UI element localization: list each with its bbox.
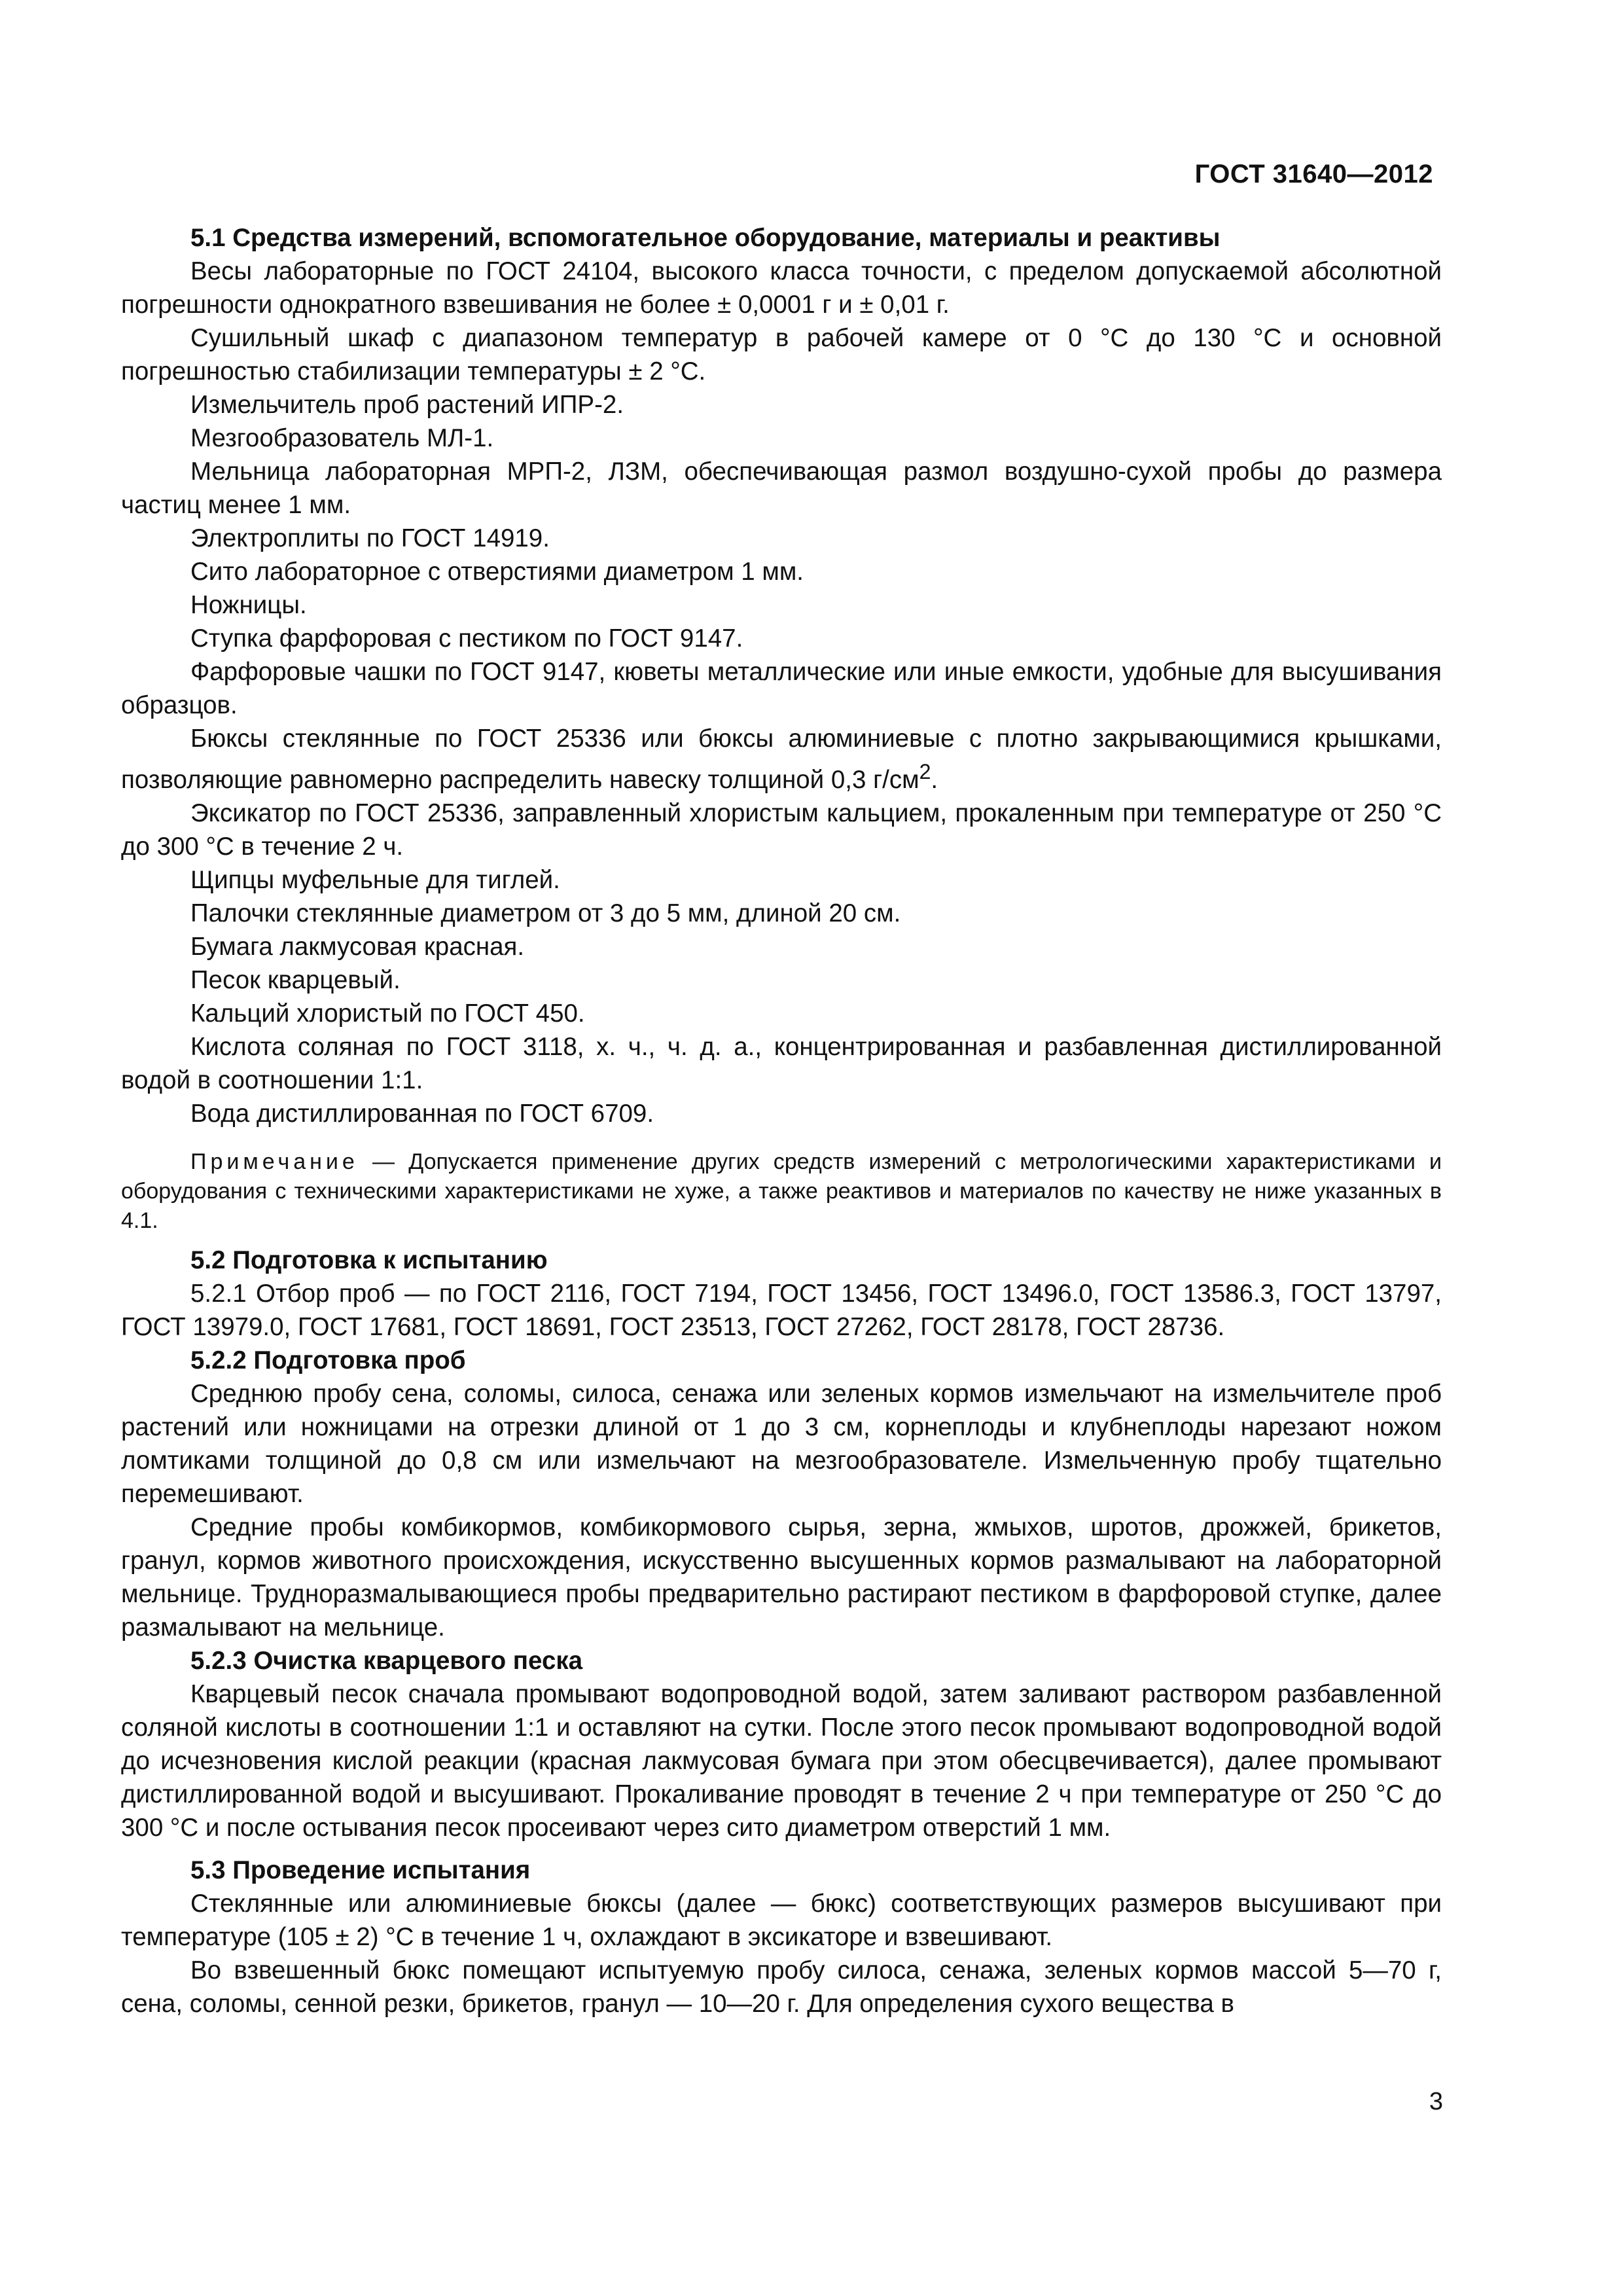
paragraph: Ножницы. xyxy=(190,591,307,619)
section-heading-5-3: 5.3 Проведение испытания xyxy=(190,1856,531,1884)
paragraph: Палочки стеклянные диаметром от 3 до 5 мм, длиной 20 см. xyxy=(190,899,901,927)
paragraph: Стеклянные или алюминиевые бюксы (далее — бюкс) соответствующих размеров высушивают при температуре (105 ± 2) °С в течение 1 ч, охлаждают в эксикаторе и взвешивают. xyxy=(121,1889,1442,1951)
document-number: ГОСТ 31640—2012 xyxy=(1194,160,1433,188)
note-label: Примечание xyxy=(190,1149,359,1174)
paragraph: Эксикатор по ГОСТ 25336, заправленный хлористым кальцием, прокаленным при температуре от 250 °С до 300 °С в течение 2 ч. xyxy=(121,798,1442,861)
superscript: 2 xyxy=(919,760,931,783)
paragraph: Сито лабораторное с отверстиями диаметром 1 мм. xyxy=(190,558,804,586)
paragraph: Бумага лакмусовая красная. xyxy=(190,932,525,961)
subsection-heading-5-2-2: 5.2.2 Подготовка проб xyxy=(190,1346,466,1374)
section-heading-5-1: 5.1 Средства измерений, вспомогательное оборудование, материалы и реактивы xyxy=(190,224,1221,252)
paragraph: Мезгообразователь МЛ-1. xyxy=(190,424,494,452)
paragraph: Вода дистиллированная по ГОСТ 6709. xyxy=(190,1099,654,1128)
subsection-heading-5-2-3: 5.2.3 Очистка кварцевого песка xyxy=(190,1646,583,1675)
paragraph: Во взвешенный бюкс помещают испытуемую пробу силоса, сенажа, зеленых кормов массой 5—70 г, сена, соломы, сенной резки, брикетов, гранул — 10—20 г. Для определения сухого вещества в xyxy=(121,1956,1442,2018)
bux-text: Бюксы стеклянные по ГОСТ 25336 или бюксы алюминиевые с плотно закрывающимися крышками, позволяющие равномерно распределить навеску толщиной 0,3 г/см xyxy=(121,725,1442,794)
paragraph: Ступка фарфоровая с пестиком по ГОСТ 9147. xyxy=(190,624,743,653)
paragraph: Песок кварцевый. xyxy=(190,965,401,994)
paragraph: Электроплиты по ГОСТ 14919. xyxy=(190,524,550,552)
paragraph: Мельница лабораторная МРП-2, ЛЗМ, обеспечивающая размол воздушно-сухой пробы до размера частиц менее 1 мм. xyxy=(121,457,1442,519)
page-content xyxy=(121,221,1442,2020)
paragraph: Кислота соляная по ГОСТ 3118, х. ч., ч. д. а., концентрированная и разбавленная дистиллированной водой в соотношении 1:1. xyxy=(121,1032,1442,1094)
paragraph: Кварцевый песок сначала промывают водопроводной водой, затем заливают раствором разбавленной соляной кислоты в соотношении 1:1 и оставляют на сутки. После этого песок промывают водопроводной водой до исчезновения кислой реакции (красная лакмусовая бумага при этом обесцвечивается), далее промывают дистиллированной водой и высушивают. Прокаливание проводят в течение 2 ч при температуре от 250 °С до 300 °С и после остывания песок просеивают через сито диаметром отверстий 1 мм. xyxy=(121,1679,1442,1842)
paragraph: Измельчитель проб растений ИПР-2. xyxy=(190,391,624,419)
page-number: 3 xyxy=(1429,2088,1443,2115)
bux-end: . xyxy=(931,765,938,794)
note xyxy=(121,1147,1442,1236)
paragraph: Кальций хлористый по ГОСТ 450. xyxy=(190,999,585,1028)
paragraph: Сушильный шкаф с диапазоном температур в рабочей камере от 0 °С до 130 °С и основной погрешностью стабилизации температуры ± 2 °С. xyxy=(121,324,1442,386)
paragraph: Фарфоровые чашки по ГОСТ 9147, кюветы металлические или иные емкости, удобные для высушивания образцов. xyxy=(121,658,1442,719)
note-text: — Допускается применение других средств измерений с метрологическими характеристиками и оборудования с техническими характеристиками не хуже, а также реактивов и материалов по качеству не ниже указанных в 4.1. xyxy=(121,1149,1442,1233)
paragraph: Щипцы муфельные для тиглей. xyxy=(190,865,560,894)
paragraph: 5.2.1 Отбор проб — по ГОСТ 2116, ГОСТ 7194, ГОСТ 13456, ГОСТ 13496.0, ГОСТ 13586.3, ГОСТ 13797, ГОСТ 13979.0, ГОСТ 17681, ГОСТ 18691, ГОСТ 23513, ГОСТ 27262, ГОСТ 28178, ГОСТ 28736. xyxy=(121,1279,1442,1341)
paragraph: Средние пробы комбикормов, комбикормового сырья, зерна, жмыхов, шротов, дрожжей, брикетов, гранул, кормов животного происхождения, искусственно высушенных кормов размалывают на лабораторной мельнице. Трудноразмалывающиеся пробы предварительно растирают пестиком в фарфоровой ступке, далее размалывают на мельнице. xyxy=(121,1513,1442,1641)
paragraph: Весы лабораторные по ГОСТ 24104, высокого класса точности, с пределом допускаемой абсолютной погрешности однократного взвешивания не более ± 0,0001 г и ± 0,01 г. xyxy=(121,257,1442,319)
paragraph-bux xyxy=(121,722,1442,797)
section-heading-5-2: 5.2 Подготовка к испытанию xyxy=(190,1246,548,1274)
paragraph: Среднюю пробу сена, соломы, силоса, сенажа или зеленых кормов измельчают на измельчителе проб растений или ножницами на отрезки длиной от 1 до 3 см, корнеплоды и клубнеплоды нарезают ножом ломтиками толщиной до 0,8 см или измельчают на мезгообразователе. Измельченную пробу тщательно перемешивают. xyxy=(121,1379,1442,1508)
